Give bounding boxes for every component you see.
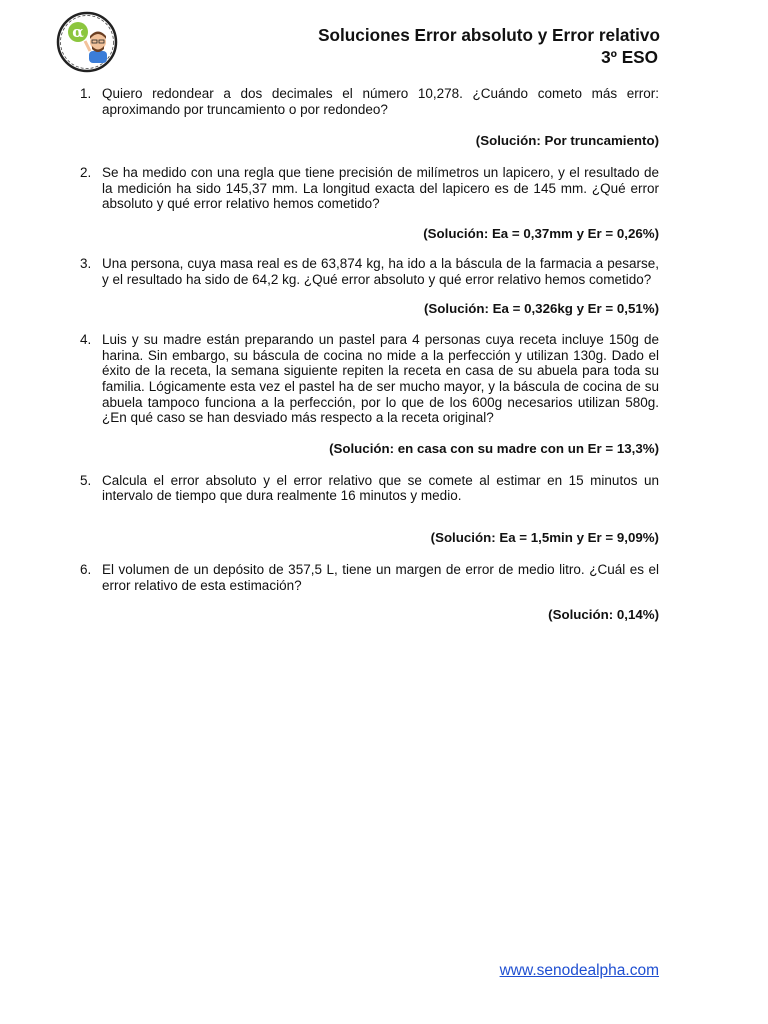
problem-text: Luis y su madre están preparando un pastel para 4 personas cuya receta incluye 150g de harina. Sin embargo, su báscula de cocina no mide a la perfección y utilizan 130g. Dado el éxito de la receta, la semana siguiente repiten la receta en casa de su abuela para toda su familia. Lógicamente esta vez el pastel ha de ser mucho mayor, y la báscula de cocina de su abuela tampoco funciona a la perfección, por lo que de los 600g necesarios utilizan 580g. ¿En qué caso se han desviado más respecto a la receta original? xyxy=(102,332,659,426)
problem-number: 4. xyxy=(80,332,92,348)
problem-number: 3. xyxy=(80,255,92,271)
problem-text: Quiero redondear a dos decimales el número 10,278. ¿Cuándo cometo más error: aproximando por truncamiento o por redondeo? xyxy=(102,86,659,117)
problem-number: 2. xyxy=(80,165,92,181)
solution-text: (Solución: Ea = 0,37mm y Er = 0,26%) xyxy=(423,225,659,241)
problem-item xyxy=(80,165,659,242)
website-link[interactable]: www.senodealpha.com xyxy=(499,962,659,979)
problem-number: 5. xyxy=(80,472,92,488)
solution-text: (Solución: en casa con su madre con un Er = 13,3%) xyxy=(329,440,659,456)
problem-text: Calcula el error absoluto y el error relativo que se comete al estimar en 15 minutos un intervalo de tiempo que dura realmente 16 minutos y medio. xyxy=(102,472,659,504)
problem-list xyxy=(80,86,659,623)
solution-text: (Solución: 0,14%) xyxy=(548,607,659,623)
problem-item xyxy=(80,562,659,623)
solution-text: (Solución: Ea = 0,326kg y Er = 0,51%) xyxy=(423,301,659,317)
solution-text: (Solución: Ea = 1,5min y Er = 9,09%) xyxy=(430,529,659,545)
problem-number: 6. xyxy=(80,561,92,577)
problem-item xyxy=(80,332,659,457)
problem-text: El volumen de un depósito de 357,5 L, tiene un margen de error de medio litro. ¿Cuál es el error relativo de esta estimación? xyxy=(102,561,659,593)
problem-item xyxy=(80,256,659,317)
svg-text:α: α xyxy=(72,23,84,41)
document-title: Soluciones Error absoluto y Error relativo xyxy=(318,25,660,45)
solution-text: (Solución: Por truncamiento) xyxy=(475,133,659,149)
problem-text: Se ha medido con una regla que tiene precisión de milímetros un lapicero, y el resultado de la medición ha sido 145,37 mm. La longitud exacta del lapicero es de 145 mm. ¿Qué error absoluto y qué error relativo hemos cometido? xyxy=(102,165,659,212)
problem-item xyxy=(80,86,659,149)
document-header xyxy=(318,24,660,68)
problem-number: 1. xyxy=(80,86,92,101)
problem-text: Una persona, cuya masa real es de 63,874 kg, ha ido a la báscula de la farmacia a pesarse, y el resultado ha sido de 64,2 kg. ¿Qué error absoluto y qué error relativo hemos cometido? xyxy=(102,255,659,287)
alpha-mascot-icon xyxy=(56,11,118,73)
problem-item xyxy=(80,473,659,546)
document-subtitle: 3º ESO xyxy=(601,47,658,67)
